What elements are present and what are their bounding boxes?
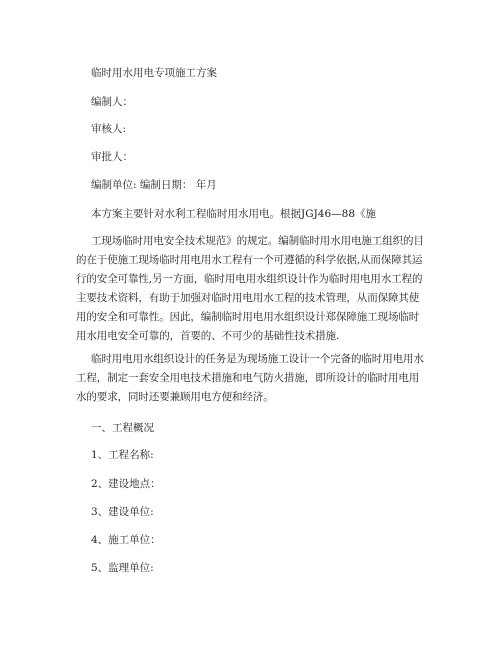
unit-date-field: 编制单位: 编制日期： 年月 [91,179,217,191]
list-item: 5、监理单位: [91,562,154,574]
paragraph-2: 临时用电用水组织设计的任务是为现场施工设计一个完备的临时用电用水工程，制定一套安全用电技术措施和电气防火措施，即所设计的临时用电用水的要求，同时还要兼顾用电方便和经济。 [76,353,424,403]
paragraph-1: 工现场临时用电安全技术规范》的规定。编制临时用水用电施工组织的目的在于使施工现场临时用电用水工程有一个可遵循的科学依据,从而保障其运行的安全可靠性,另一方面，临时用电用水组织设计作为临时用电用水工程的主要技术资料，有助于加强对临时用电用水工程的技术管理，从而保障其使用的安全和可靠性。因此，编制临时用电用水组织设计郑保障施工现场临时用水用电安全可靠的，首要的、不可少的基础性技术措施. [76,235,424,342]
list-item: 1、工程名称: [91,449,154,461]
compiler-field: 编制人： [91,96,133,108]
section-heading: 一、工程概况 [91,422,154,434]
list-item: 3、建设单位: [91,506,154,518]
approver-field: 审批人： [91,151,133,163]
list-item: 4、施工单位： [91,534,161,546]
document-title: 临时用水用电专项施工方案 [91,67,217,79]
intro-line: 本方案主要针对水利工程临时用水用电。根据JGJ46—88《施 [91,208,377,220]
reviewer-field: 审核人: [91,123,127,135]
list-item: 2、建设地点： [91,478,161,490]
